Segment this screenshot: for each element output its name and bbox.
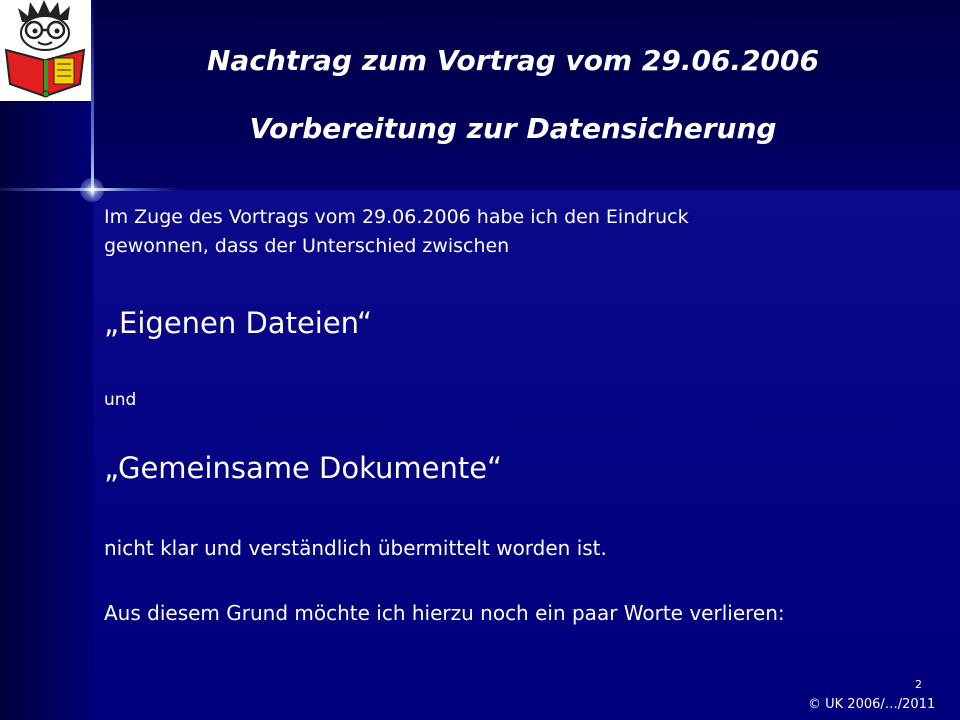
light-flare: [80, 178, 104, 202]
intro-line-1: Im Zuge des Vortrags vom 29.06.2006 habe ich den Eindruck: [104, 206, 689, 228]
term-gemeinsame-dokumente: „Gemeinsame Dokumente“: [104, 451, 503, 485]
header-band: [93, 0, 960, 190]
statement-text: nicht klar und verständlich übermittelt worden ist.: [104, 536, 607, 560]
left-band: [0, 0, 93, 720]
closing-text: Aus diesem Grund möchte ich hierzu noch ein paar Worte verlieren:: [104, 601, 785, 625]
copyright-footer: © UK 2006/…/2011: [808, 697, 936, 712]
reading-cartoon-logo-icon: [0, 0, 91, 101]
slide-subtitle: Vorbereitung zur Datensicherung: [249, 112, 777, 145]
decorative-vertical-line: [91, 0, 94, 200]
term-eigene-dateien: „Eigenen Dateien“: [104, 306, 372, 340]
intro-line-2: gewonnen, dass der Unterschied zwischen: [104, 235, 510, 257]
conjunction-text: und: [104, 390, 137, 410]
intro-paragraph: [104, 203, 689, 261]
page-number: 2: [915, 678, 922, 691]
slide-title: Nachtrag zum Vortrag vom 29.06.2006: [207, 44, 819, 77]
